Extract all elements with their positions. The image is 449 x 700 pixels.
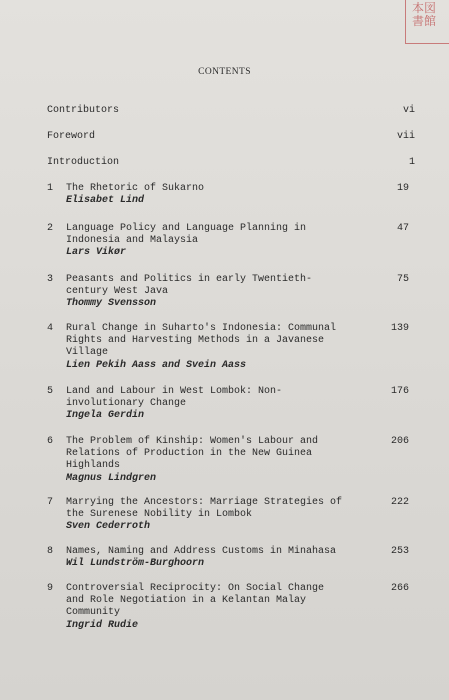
chapter-page-number: 75 <box>396 274 409 285</box>
chapter-author: Elisabet Lind <box>66 195 145 207</box>
chapter-author: Thommy Svensson <box>66 298 157 310</box>
entry-page-number: vi <box>402 105 415 116</box>
entry-page-number: 1 <box>408 157 415 168</box>
toc-entry-introduction[interactable] <box>47 157 415 169</box>
chapter-page-number: 176 <box>390 386 409 397</box>
chapter-author: Lien Pekih Aass and Svein Aass <box>66 359 247 371</box>
chapter-title: Land and Labour in West Lombok: Non-involutionary Change <box>66 386 283 410</box>
chapter-author: Ingela Gerdin <box>66 410 145 422</box>
chapter-number: 7 <box>47 497 54 508</box>
chapter-number: 5 <box>47 386 54 397</box>
chapter-number: 2 <box>47 223 54 234</box>
chapter-title: Marrying the Ancestors: Marriage Strategies of the Surenese Nobility in Lombok <box>66 497 343 521</box>
chapter-author: Magnus Lindgren <box>66 472 157 484</box>
chapter-number: 9 <box>47 583 54 594</box>
toc-entry-foreword[interactable] <box>47 131 415 143</box>
chapter-number: 1 <box>47 183 54 194</box>
chapter-page-number: 139 <box>390 323 409 334</box>
chapter-page-number: 47 <box>396 223 409 234</box>
chapter-author: Wil Lundström-Burghoorn <box>66 558 205 570</box>
chapter-page-number: 253 <box>390 546 409 557</box>
chapter-author: Lars Vikør <box>66 247 127 259</box>
chapter-title: Rural Change in Suharto's Indonesia: Communal Rights and Harvesting Methods in a Javanese Village <box>66 323 337 359</box>
chapter-number: 6 <box>47 436 54 447</box>
chapter-page-number: 206 <box>390 436 409 447</box>
chapter-title: Peasants and Politics in early Twentieth-century West Java <box>66 274 313 298</box>
entry-label: Foreword <box>47 131 96 142</box>
chapter-number: 3 <box>47 274 54 285</box>
library-stamp: 本図 書館 <box>405 0 449 44</box>
chapter-number: 8 <box>47 546 54 557</box>
entry-label: Contributors <box>47 105 120 116</box>
chapter-page-number: 266 <box>390 583 409 594</box>
entry-label: Introduction <box>47 157 120 168</box>
chapter-author: Sven Cederroth <box>66 521 151 533</box>
chapter-title: Names, Naming and Address Customs in Minahasa <box>66 546 337 557</box>
page-title: CONTENTS <box>198 67 251 77</box>
toc-entry-contributors[interactable] <box>47 105 415 117</box>
chapter-title: The Problem of Kinship: Women's Labour and Relations of Production in the New Guinea Highlands <box>66 436 319 472</box>
chapter-page-number: 19 <box>396 183 409 194</box>
chapter-number: 4 <box>47 323 54 334</box>
chapter-title: The Rhetoric of Sukarno <box>66 183 205 194</box>
chapter-title: Language Policy and Language Planning in Indonesia and Malaysia <box>66 223 307 247</box>
chapter-title: Controversial Reciprocity: On Social Change and Role Negotiation in a Kelantan Malay Community <box>66 583 325 619</box>
entry-page-number: vii <box>396 131 415 142</box>
chapter-author: Ingrid Rudie <box>66 619 139 631</box>
chapter-page-number: 222 <box>390 497 409 508</box>
